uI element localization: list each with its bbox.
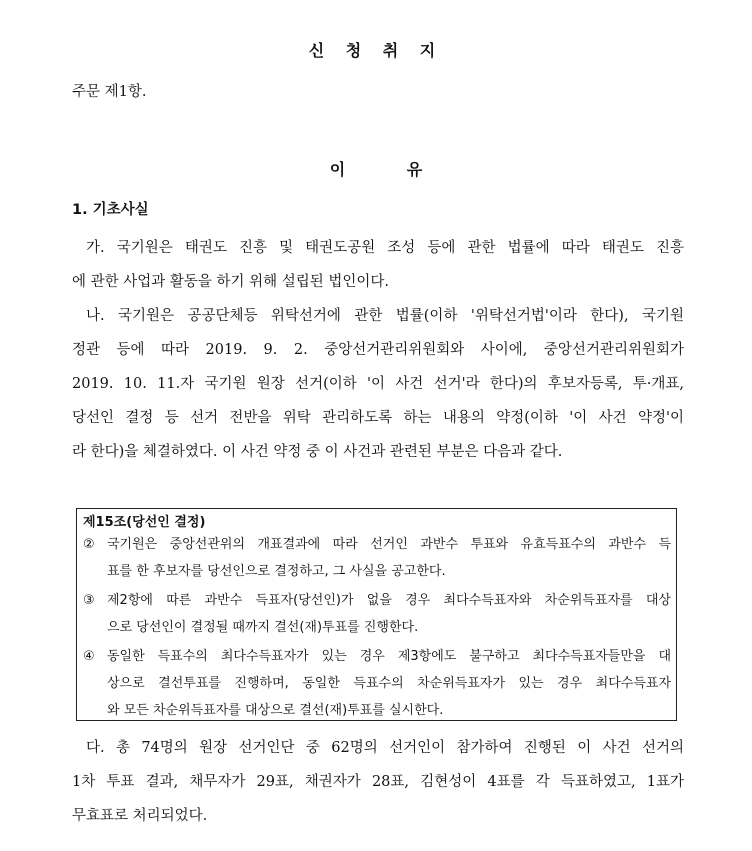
clause-line: [83, 587, 671, 614]
paragraph-line: 1차 투표 결과, 채무자가 29표, 채권자가 28표, 김현성이 4표를 각 득표하였고, 1표가: [72, 774, 684, 790]
clause-line: 와 모든 차순위득표자를 대상으로 결선(재)투표를 실시한다.: [107, 703, 444, 718]
clause-line: 으로 당선인이 결정될 때까지 결선(재)투표를 진행한다.: [107, 620, 419, 635]
paragraph-line: 가. 국기원은 태권도 진흥 및 태권도공원 조성 등에 관한 법률에 따라 태권도 진흥: [86, 240, 684, 256]
paragraph-line: 나. 국기원은 공공단체등 위탁선거에 관한 법률(이하 '위탁선거법'이라 한다), 국기원: [86, 308, 684, 324]
clause-4: [83, 643, 671, 724]
paragraph-line: 다. 총 74명의 원장 선거인단 중 62명의 선거인이 참가하여 진행된 이 사건 선거의: [86, 740, 684, 756]
clause-line: [83, 643, 671, 670]
clause-2: [83, 531, 671, 585]
paragraph-line: 무효표로 처리되었다.: [72, 808, 208, 824]
clause-text: 제2항에 따른 과반수 득표자(당선인)가 없을 경우 최다수득표자와 차순위득표자를 대상: [107, 593, 671, 608]
clause-3: [83, 587, 671, 641]
paragraph-ga: [72, 231, 684, 299]
clause-line: 상으로 결선투표를 진행하며, 동일한 득표수의 차순위득표자가 있는 경우 최다수득표자: [107, 676, 671, 691]
contract-excerpt-box: [76, 508, 677, 721]
section-heading: 1. 기초사실: [72, 202, 149, 218]
clause-text: 동일한 득표수의 최다수득표자가 있는 경우 제3항에도 불구하고 최다수득표자들만을 대: [107, 649, 671, 664]
paragraph-line: 에 관한 사업과 활동을 하기 위해 설립된 법인이다.: [72, 274, 390, 290]
paragraph-line: 라 한다)을 체결하였다. 이 사건 약정 중 이 사건과 관련된 부분은 다음과 같다.: [72, 444, 563, 460]
clause-text: 국기원은 중앙선관위의 개표결과에 따라 선거인 과반수 투표와 유효득표수의 과반수 득: [107, 537, 671, 552]
clause-line: [83, 531, 671, 558]
reason-heading: 이 유: [329, 160, 423, 179]
paragraph-na: [72, 299, 684, 469]
paragraph-line: 당선인 결정 등 선거 전반을 위탁 관리하도록 하는 내용의 약정(이하 '이 사건 약정'이: [72, 410, 684, 426]
clause-marker: ③: [83, 593, 95, 608]
clause-marker: ②: [83, 537, 95, 552]
clause-line: 표를 한 후보자를 당선인으로 결정하고, 그 사실을 공고한다.: [107, 564, 446, 579]
document-title: 신 청 취 지: [308, 41, 444, 60]
paragraph-line: 정관 등에 따라 2019. 9. 2. 중앙선거관리위원회와 사이에, 중앙선거관리위원회가: [72, 342, 684, 358]
paragraph-da: [72, 731, 684, 833]
clause-marker: ④: [83, 649, 95, 664]
article-title: 제15조(당선인 결정): [83, 515, 206, 530]
ruling-text: 주문 제1항.: [72, 84, 147, 100]
paragraph-line: 2019. 10. 11.자 국기원 원장 선거(이하 '이 사건 선거'라 한다)의 후보자등록, 투·개표,: [72, 376, 684, 392]
